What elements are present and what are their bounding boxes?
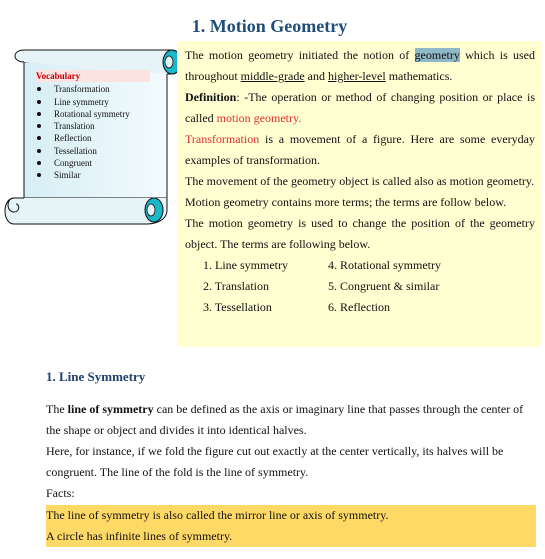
fold-example-paragraph: Here, for instance, if we fold the figure cut out exactly at the center vertically, its halves will be congruent. The line of the fold is the line of symmetry. — [46, 444, 504, 479]
definition-label: Definition — [185, 90, 237, 104]
position-paragraph: The motion geometry is used to change the position of the geometry object. The terms are following below. — [185, 216, 535, 251]
fact-item: A circle has infinite lines of symmetry. — [46, 529, 233, 543]
line-symmetry-definition: The line of symmetry can be defined as the axis or imaginary line that passes through the center of the shape or object and divides it into identical halves. — [46, 402, 524, 437]
vocab-item: Similar — [35, 169, 150, 181]
definition-paragraph: Definition: -The operation or method of changing position or place is called motion geometry. — [185, 90, 535, 125]
terms-intro-paragraph: Motion geometry contains more terms; the terms are follow below. — [185, 195, 507, 209]
movement-paragraph: The movement of the geometry object is called also as motion geometry. — [185, 174, 535, 188]
vocabulary-list — [35, 70, 150, 182]
term-item: 6. Reflection — [328, 300, 390, 314]
term-item: 3. Tessellation — [203, 300, 272, 314]
highlight-geometry: geometry — [414, 48, 460, 62]
term-item: 2. Translation — [203, 279, 270, 293]
vocabulary-scroll — [2, 48, 187, 226]
vocab-item: Transformation — [35, 83, 150, 95]
term-item: 5. Congruent & similar — [328, 279, 440, 293]
page-title: 1. Motion Geometry — [191, 16, 348, 36]
term-item: 4. Rotational symmetry — [328, 258, 441, 272]
vocab-item: Congruent — [35, 157, 150, 169]
vocab-item: Tessellation — [35, 145, 150, 157]
vocab-item: Line symmetry — [35, 96, 150, 108]
facts-box — [46, 505, 536, 547]
facts-label: Facts: — [46, 486, 75, 500]
vocabulary-heading: Vocabulary — [35, 70, 150, 82]
term-item: 1. Line symmetry — [203, 258, 288, 272]
intro-paragraph: The motion geometry initiated the notion of geometry which is used throughout middle-grade and higher-level mathematics. — [185, 48, 536, 83]
vocab-item: Rotational symmetry — [35, 108, 150, 120]
section-title: 1. Line Symmetry — [46, 369, 146, 384]
intro-panel — [177, 41, 542, 347]
fact-item: The line of symmetry is also called the mirror line or axis of symmetry. — [46, 508, 389, 522]
vocab-item: Translation — [35, 120, 150, 132]
terms-list — [203, 255, 535, 318]
transformation-paragraph: Transformation is a movement of a figure. Here are some everyday examples of transformation. — [185, 132, 535, 167]
section-body — [46, 399, 536, 504]
vocab-item: Reflection — [35, 132, 150, 144]
